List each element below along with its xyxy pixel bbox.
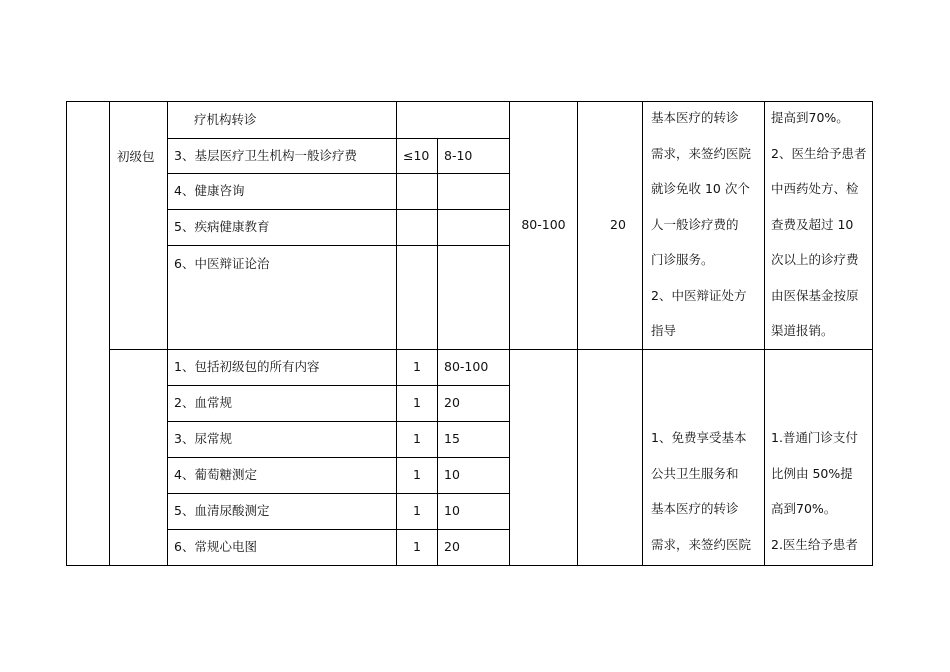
- item-count: ≤10: [403, 148, 430, 163]
- item-name: 5、疾病健康教育: [174, 219, 270, 234]
- item-fee: 20: [444, 539, 460, 554]
- item-fee: 15: [444, 431, 460, 446]
- item-count: 1: [413, 395, 421, 410]
- item-name: 1、包括初级包的所有内容: [174, 359, 320, 374]
- item-fee: 20: [444, 395, 460, 410]
- item-fee: 10: [444, 503, 460, 518]
- item-name: 3、尿常规: [174, 431, 232, 446]
- item-fee: 8-10: [444, 148, 473, 163]
- item-fee: 80-100: [444, 359, 489, 374]
- item-name: 3、基层医疗卫生机构一般诊疗费: [174, 148, 357, 163]
- item-name: 4、葡萄糖测定: [174, 467, 257, 482]
- policy-text: 提高到70%。 2、医生给予患者 中西药处方、检 查费及超过 10 次以上的诊疗费 由医保基金按原 渠道报销。: [771, 110, 867, 338]
- item-count: 1: [413, 539, 421, 554]
- item-name: 6、常规心电图: [174, 539, 257, 554]
- item-fee: 10: [444, 467, 460, 482]
- benefit-text: 基本医疗的转诊 需求，来签约医院 就诊免收 10 次个 人一般诊疗费的 门诊服务。 2、中医辩证处方 指导: [651, 110, 752, 338]
- item-name: 5、血清尿酸测定: [174, 503, 270, 518]
- item-name: 4、健康咨询: [174, 183, 245, 198]
- item-count: 1: [413, 503, 421, 518]
- item-count: 1: [413, 359, 421, 374]
- item-count: 1: [413, 431, 421, 446]
- item-name: 6、中医辩证论治: [174, 256, 270, 271]
- item-count: 1: [413, 467, 421, 482]
- total-fee: 80-100: [521, 217, 566, 232]
- benefit-text: 1、免费享受基本 公共卫生服务和 基本医疗的转诊 需求，来签约医院: [651, 430, 752, 552]
- item-name: 2、血常规: [174, 395, 232, 410]
- policy-text: 1.普通门诊支付 比例由 50%提 高到70%。 2.医生给予患者: [771, 430, 858, 552]
- item-name: 疗机构转诊: [194, 112, 257, 127]
- package-label: 初级包: [117, 149, 155, 164]
- self-pay: 20: [610, 217, 626, 232]
